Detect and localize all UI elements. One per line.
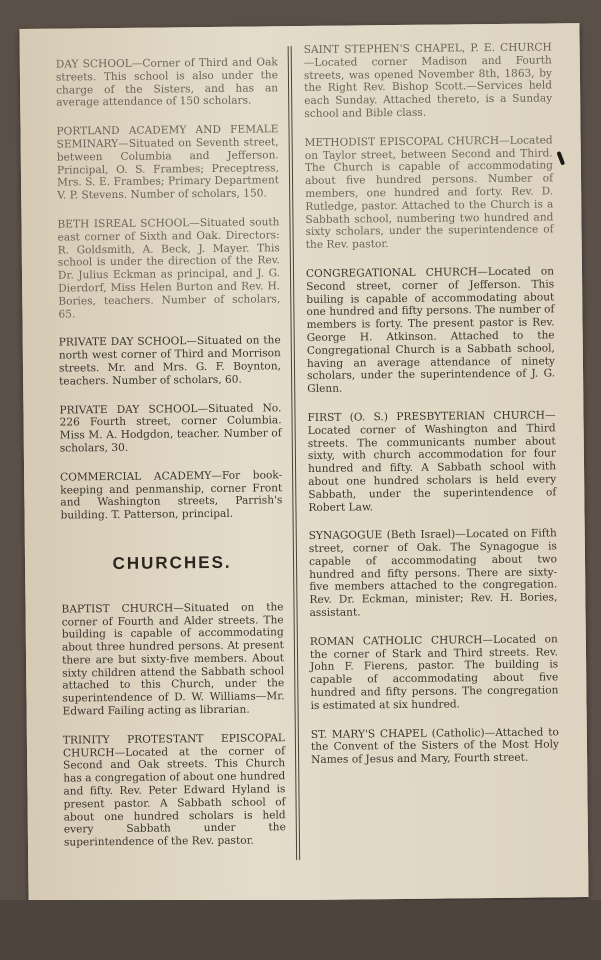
entry-private-day-school-1: PRIVATE DAY SCHOOL—Situated on the north west corner of Third and Morrison streets. Mr. and Mrs. G. F. Boynton, teachers. Number of scholars, 60.: [58, 334, 282, 388]
column-divider: [288, 46, 298, 860]
section-title-churches: CHURCHES.: [112, 552, 232, 573]
right-column: [304, 41, 560, 783]
entry-first-presbyterian-church: FIRST (O. S.) PRESBYTERIAN CHURCH—Located corner of Washington and Third streets. The communicants number about sixty, with church accommodation for four hundred and fifty. A Sabbath school with about one hundred scholars is held every Sabbath, under the superintendence of Robert Law.: [307, 409, 557, 514]
entry-private-day-school-2: PRIVATE DAY SCHOOL—Situated No. 226 Fourth street, corner Columbia. Miss M. A. Hodgdon, teacher. Number of scholars, 30.: [59, 401, 282, 455]
entry-roman-catholic-church: ROMAN CATHOLIC CHURCH—Located on the corner of Stark and Third streets. Rev. John F. Fierens, pastor. The building is capable of accommodating about five hundred and fifty persons. The congregation is estimated at six hundred.: [309, 633, 559, 712]
entry-methodist-church: METHODIST EPISCOPAL CHURCH—Located on Taylor street, between Second and Third. The Church is capable of accommodating about five hundred persons. Number of members, one hundred and forty. Rev. D. Rutledge, pastor. Attached to the Church is a Sabbath school, numbering two hundred and sixty scholars, under the superintendence of the Rev. pastor.: [304, 134, 554, 252]
entry-baptist-church: BAPTIST CHURCH—Situated on the corner of Fourth and Alder streets. The building is capable of accommodating about three hundred persons. At present there are but sixty-five members. About sixty children attend the Sabbath school attached to this Church, under the superintendence of D. W. Williams—Mr. Edward Failing acting as librarian.: [61, 600, 285, 718]
left-column: [56, 56, 286, 865]
document-page: [19, 23, 588, 903]
background-surface: [0, 900, 601, 960]
entry-day-school: DAY SCHOOL—Corner of Third and Oak streets. This school is also under the charge of the Sisters, and has an average attendance of 150 scholars.: [55, 56, 279, 109]
entry-commercial-academy: COMMERCIAL ACADEMY—For book-keeping and penmanship, corner Front and Washington streets, Parrish's building. T. Patterson, principal.: [60, 468, 283, 522]
entry-beth-isreal-school: BETH ISREAL SCHOOL—Situated south east corner of Sixth and Oak. Directors: R. Goldsmith, A. Beck, J. Mayer. This school is under the direction of the Rev. Dr. Julius Eckman as principal, and J. G. Dierdorf, Miss Helen Burton and Rev. H. Bories, teachers. Number of scholars, 65.: [57, 216, 281, 321]
entry-trinity-church: TRINITY PROTESTANT EPISCOPAL CHURCH—Located at the corner of Second and Oak streets. This Church has a congregation of about one hundred and fifty. Rev. Peter Edward Hyland is present pastor. A Sabbath school of about one hundred scholars is held every Sabbath under the superintendence of the Rev. pastor.: [62, 732, 286, 849]
entry-portland-academy: PORTLAND ACADEMY AND FEMALE SEMINARY—Situated on Seventh street, between Columbia and Jefferson. Principal, O. S. Frambes; Preceptress, Mrs. S. E. Frambes; Primary Department V. P. Stevens. Number of scholars, 150.: [56, 123, 280, 202]
entry-congregational-church: CONGREGATIONAL CHURCH—Located on Second street, corner of Jefferson. This builing is capable of accommodating about one hundred and fifty persons. The number of members is forty. The present pastor is Rev. George H. Atkinson. Attached to the Congregational Church is a Sabbath school, having an average attendance of ninety scholars, under the superintendence of J. G. Glenn.: [305, 265, 556, 396]
entry-synagogue: SYNAGOGUE (Beth Israel)—Located on Fifth street, corner of Oak. The Synagogue is capable of accommodating about two hundred and fifty persons. There are sixty-five members attached to the congregation. Rev. Dr. Eckman, minister; Rev. H. Bories, assistant.: [308, 527, 558, 620]
entry-saint-stephens-chapel: SAINT STEPHEN'S CHAPEL, P. E. CHURCH—Located corner Madison and Fourth streets, was opened November 8th, 1863, by the Right Rev. Bishop Scott.—Services held each Sunday. Attached thereto, is a Sunday school and Bible class.: [303, 41, 553, 120]
ink-mark: [556, 151, 565, 166]
entry-st-marys-chapel: ST. MARY'S CHAPEL (Catholic)—Attached to the Convent of the Sisters of the Most Holy Names of Jesus and Mary, Fourth street.: [310, 726, 560, 767]
